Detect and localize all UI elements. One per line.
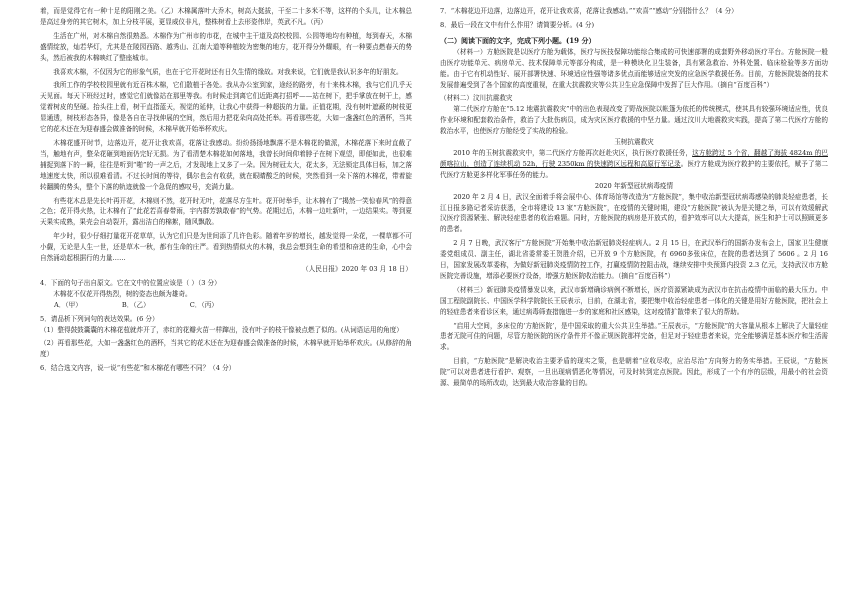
- paragraph: 木棉花盛开时节，边落边开，花开让我欢喜，花落让我感动。纷纷扬扬地飘落不是木棉花的做派，木棉花落下来时直截了当，触地有声，整朵花砸到地面仍完好无损。为了看清楚木棉花如何落地，我曾长时间仰着脖子在树下观望，即便如此，也很难捕捉到落下的一瞬，往往是听到“啪”的一声之后，才发现地上又多了一朵。因为树冠太大，花太多，无法锁定具体目标，加之落地速度太快，所以很难看清。不过长时间的等待，偶尔也会有收获，就在眼睛酸乏的时候，突然看到一朵下落的木棉花，带着旋转翻腾的势头，整个下落的轨迹就像一个急促的感叹号，充满力量。: [40, 138, 412, 191]
- material-3-paragraph-3: 目前，“方舱医院”是解决收治主要矛盾的现实之策，也是朝着“应收尽收，应治尽治”方向努力的务实举措。王辰说，“方舱医院”可以对患者进行看护、观察，一旦出现病情恶化等情况，可及时转到定点医院。因此，形成了一个有序的层级，用最小的社会资源、最简单的场所改动，达到最大收治容量的目的。: [440, 357, 828, 388]
- question-4: 4．下面的句子出自原文。它在文中的位置应该是（ ）（3 分）: [40, 278, 221, 287]
- question-4-options: [40, 300, 412, 311]
- yushu-paragraph: [440, 148, 828, 181]
- covid-paragraph-1: 2020 年 2 月 4 日，武汉全面着手将会展中心、体育场馆等改造为“方舱医院”，集中收治新型冠状病毒感染的肺炎轻症患者，长江日报多路记者采访获悉，全市将建设 13 家“方舱医院”，在疫情的关键时期，建设“方舱医院”被认为是关键之举，可以有效缓解武汉医疗资源紧张、解决轻症患者的收治难题。同时，方舱医院的病房是开放式的，看护效率可以大大提高，医生和护士可以照顾更多的患者。: [440, 192, 828, 234]
- option-b: B．（乙）: [121, 300, 150, 309]
- question-8: 8．最后一段在文中有什么作用？请简要分析。(4 分): [440, 20, 595, 29]
- right-column: [440, 6, 828, 589]
- material-2-title: （材料二）汶川抗震救灾: [440, 94, 513, 103]
- question-7: 7．“木棉花边开边落，边落边开，花开让我欢喜，花落让我感动。”“欢喜”“感动”分别指什么？（4 分）: [440, 7, 738, 15]
- yushu-title: 玉树抗震救灾: [614, 138, 654, 147]
- left-column: [40, 6, 412, 589]
- question-5-item-1: （1）整得鼓鼓囊囊的木棉花苞就炸开了，赤红的花瓣火苗一样蹿出，没有叶子的枝干像被点燃了似的。(从词语运用的角度）: [40, 325, 403, 334]
- material-3-paragraph-2: “启用大空间，多床位的‘方舱医院’，是中国采取的重大公共卫生举措。”王辰表示，“方舱医院”的大容量从根本上解决了大量轻症患者无院可住的问题，尽管方舱医院的医疗条件并不像正规医院那样完备，但足对于轻症患者来说，完全能够满足基本医疗和生活需求。: [440, 321, 828, 352]
- question-5: 5．请品析下列词句的表达效果。(6 分）: [40, 314, 159, 323]
- paragraph: 着，而是觉得它有一种十足的阳刚之美。（乙）木棉属落叶大乔木，树高大挺拔，干至二十多米不等，这样的个头儿，让木棉总是高过身旁的其它树木，加上分枝平展，更显威仪非凡，整株树看上去形姿伟岸，英武不凡。（丙）: [40, 7, 412, 26]
- paragraph: 年少时，很少仔细打量花开花草草，认为它们只是为世间添了几许色彩。随着年岁的增长，越发觉得一朵花，一棵草都不可小觑，无论是人生一世，还是草木一秋，都有生命的庄严。看到热情似火的木棉，我总会想到生命的希望和奋进的生命，心中会自然涌动起根据行的力量……: [40, 232, 412, 263]
- material-1: （材料一）方舱医院是以医疗方舱为载体，医疗与医技保障功能综合集成的可快速部署的成套野外移动医疗平台。方舱医院一般由医疗功能单元、病房单元、技术保障单元等部分构成，是一种模块化卫生装备，具有紧急救治、外科处置、临床检验等多方面功能。由于它有机动性好、展开部署快速、环境适应性强等诸多优点而能够适应突发的应急医学救援任务。目前，方舱医院装备的技术发展普遍受到了各个国家的高度重视，在重大抗震救灾等公共卫生应急保障中发挥了巨大作用。（摘自“百度百科”）: [440, 47, 828, 89]
- source-citation: （人民日报》2020 年 03 月 18 日）: [302, 264, 412, 273]
- yushu-text-b: 。医疗方舱成为医疗救护的主要依托，赋予了第二代医疗方舱更多样化军事任务的能力。: [440, 159, 828, 179]
- option-c: C．（丙）: [189, 300, 218, 309]
- paragraph: 我所工作的学校校园里就有近百株木棉，它们散植于各处。我从办公室到家，途经的路旁，有十来株木棉，我与它们几乎天天见面。每天下班经过时，感觉它们就像站在那里等我。有时候走到离它们近距离打招呼——站在树下，把手掌放在树干上，感觉着树皮的坚硬。抬头往上看，树干直指蓝天，视觉的延伸，让我心中获得一种超拔的力量。正值花期，没有树叶遮蔽的树枝更显通透，树枝形态各异，像是各自在寻找伸展的空间，然后用力把花朵向高处托举。再看那些花，大如一盏盏红色的酒杯，当其它的花木还在为迎春盛会做准备的时候，木棉早就开始举杯欢庆。: [40, 81, 412, 134]
- question-6: 6．结合选文内容，说一说“有些花”和木棉花有哪些不同？（4 分）: [40, 364, 236, 373]
- question-4-sentence: 木棉花不仅花开得热烈，树的姿态也颇为雄奇。: [53, 289, 192, 298]
- yushu-text-a: 2010 年的玉树抗震救灾中，第二代医疗方舱再次赶赴灾区，执行医疗救援任务，: [453, 148, 693, 157]
- paragraph: 生活在广州，对木棉自然很熟悉。木棉作为广州市的市花，在城中主干道及高校校园、公园等地均有种植，每到春天，木棉盛情绽放，灿若华灯，尤其是在陵园西路、越秀山、江南大道等种植较为密集的地方，花开得分外耀眼，有一种要点燃春天的势头，然后被我的木棉映红了整座城市。: [40, 31, 412, 62]
- yushu-underlined-text: 这方舱跨过 5 个省，翻越了海拔 4824m 的巴颜喀拉山，创造了连续机动 52h，行驶 2350km 的快速跨区远程和高原行军记录: [440, 148, 828, 168]
- covid-title: 2020 年新型冠状病毒疫情: [594, 181, 674, 190]
- paragraph: 我喜欢木棉，不仅因为它的形象气质，也在于它开花时还有日久生情的缘故。对我来说，它们就是我认识多年的好朋友。: [53, 67, 403, 76]
- material-3: （材料三）新冠肺炎疫情暴发以来，武汉市新增确诊病例不断增长，医疗资源紧缺成为武汉市在抗击疫情中面临的最大压力。中国工程院副院长、中国医学科学院院长王辰表示，目前，在湖北省，要把集中收治轻症患者一体化的关键是用好方舱医院，把社会上的轻症患者来看诊区来，通过病毒筛查措施进一步的家庭和社区感染，这对疫情扩散带来了很大的帮助。: [440, 285, 828, 316]
- section-heading: （二）阅读下面的文字，完成下列小题。(19 分）: [440, 35, 596, 45]
- question-5-item-2: （2）再看那些花，大如一盏盏红色的酒杯，当其它的花木还在为迎春盛会做准备的时候，木棉早就开始举杯欢庆。(从修辞的角度）: [40, 339, 412, 359]
- covid-paragraph-2: 2 月 7 日晚，武汉客厅“方舱医院”开始集中收治新冠肺炎轻症病人。2 月 15 日，在武汉举行的国新办发布会上，国家卫生健康委党组成员、副主任，湖北省委常委王贺胜介绍，已开放 9 个方舱医院，有 6960多张床位，在院的患者达到了 5606 。2 月 16 日，国家发展改革委称，为做好新冠肺炎疫情防控工作，打赢疫情防控阻击战，继续安排中央预算内投资 2.3 亿元，支持武汉市方舱医院完善设施，增添必要医疗设备，增强方舱医院收治能力。（摘自“百度百科”）: [440, 239, 828, 280]
- option-a: A．（甲）: [54, 300, 82, 309]
- paragraph: 有些花木总是先长叶再开花，木棉则不然，花开时无叶，花落尽方生叶。花开时举手，让木棉有了“揭然一笑惊春风”的得意之色；花开得火热，让木棉有了“此花若喜春带雨，宇内群芳孰敢春”的气势。花期过后，木棉一边吐新叶，一边结果实。等到夏天果实成熟，果壳会自动裂开，露出洁白的棉絮，随风飘散。: [40, 196, 412, 227]
- material-2: 第二代医疗方舱在“5.12 地震抗震救灾”中的出色表现改变了野战医院以帐篷为依托的传统模式，使其具有较强环境适应性，优良作业环境和配套救治条件，救治了大批伤病员，成为灾区医疗救援的中坚力量。通过汶川大地震救灾实践，提高了第二代医疗方舱的救治水平，也使医疗方舱经受了实战的检验。: [440, 105, 828, 136]
